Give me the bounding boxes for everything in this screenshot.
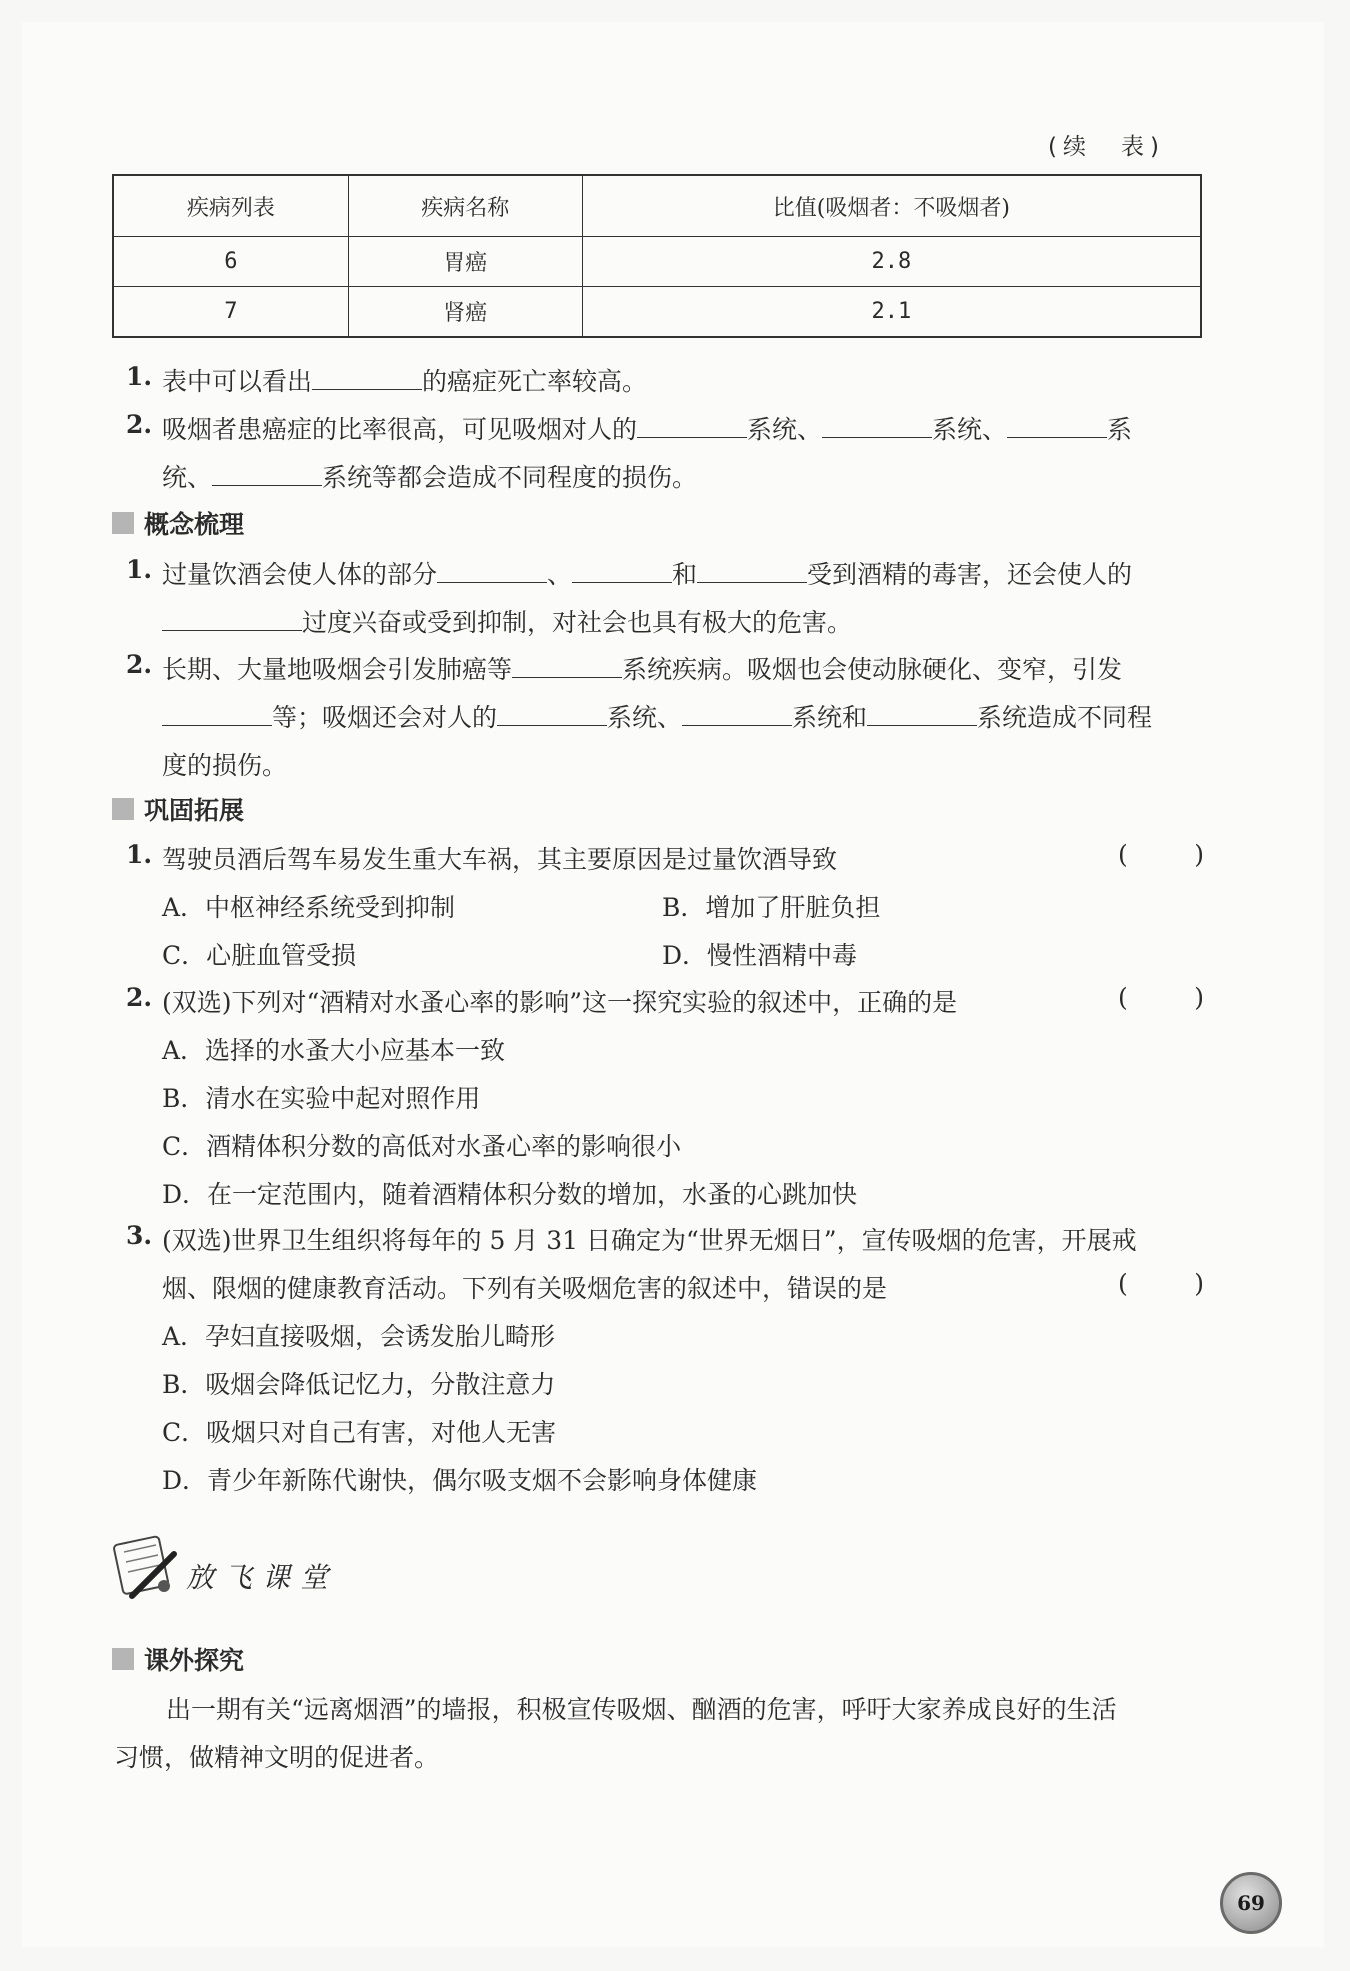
- table-row: [113, 287, 1201, 338]
- answer-blank[interactable]: [312, 369, 422, 390]
- question-number: 3.: [126, 1221, 153, 1250]
- question-text: 系统、: [932, 415, 1008, 444]
- answer-blank[interactable]: [512, 657, 622, 678]
- question-text: 过量饮酒会使人体的部分: [162, 560, 438, 589]
- question-number: 2.: [126, 983, 153, 1012]
- disease-table: [112, 174, 1202, 338]
- question-number: 1.: [126, 555, 153, 584]
- question-text: 系统、: [747, 415, 823, 444]
- answer-blank[interactable]: [637, 417, 747, 438]
- notebook-pencil-icon: [112, 1530, 182, 1600]
- question-text: 系统造成不同程: [977, 703, 1153, 732]
- question-text: 系统等都会造成不同程度的损伤。: [322, 463, 698, 492]
- question-text: 系统、: [607, 703, 683, 732]
- question-number: 2.: [126, 410, 153, 439]
- question-stem: 驾驶员酒后驾车易发生重大车祸，其主要原因是过量饮酒导致: [162, 845, 838, 874]
- table-header: 疾病列表: [113, 175, 348, 237]
- answer-bracket[interactable]: ( ): [1118, 1269, 1204, 1298]
- table-header: 比值(吸烟者：不吸烟者): [582, 175, 1201, 237]
- answer-blank[interactable]: [1007, 417, 1107, 438]
- question-text: 受到酒精的毒害，还会使人的: [807, 560, 1133, 589]
- answer-blank[interactable]: [162, 705, 272, 726]
- paragraph-line: 习惯，做精神文明的促进者。: [114, 1743, 440, 1772]
- question-text: 的癌症死亡率较高。: [422, 367, 648, 396]
- option-c[interactable]: C．心脏血管受损: [162, 941, 357, 970]
- page-number-badge: 69: [1220, 1872, 1282, 1934]
- banner-title: 放飞课堂: [186, 1561, 339, 1594]
- answer-blank[interactable]: [572, 562, 672, 583]
- option-c[interactable]: C．吸烟只对自己有害，对他人无害: [162, 1418, 557, 1447]
- question-stem: 烟、限烟的健康教育活动。下列有关吸烟危害的叙述中，错误的是: [162, 1274, 888, 1303]
- question-text: 度的损伤。: [162, 751, 288, 780]
- section-heading-concepts: 概念梳理: [112, 506, 244, 540]
- table-cell: 肾癌: [348, 287, 582, 338]
- option-c[interactable]: C．酒精体积分数的高低对水蚤心率的影响很小: [162, 1132, 682, 1161]
- question-text: 长期、大量地吸烟会引发肺癌等: [162, 655, 513, 684]
- question-text: 、: [547, 560, 573, 589]
- question-text: 系: [1107, 415, 1133, 444]
- question-text: 系统和: [792, 703, 868, 732]
- question-text: 和: [672, 560, 698, 589]
- table-row: [113, 237, 1201, 287]
- question-number: 1.: [126, 362, 153, 391]
- option-d[interactable]: D．慢性酒精中毒: [662, 941, 858, 970]
- option-b[interactable]: B．增加了肝脏负担: [662, 893, 881, 922]
- section-marker-icon: [112, 798, 134, 820]
- answer-blank[interactable]: [682, 705, 792, 726]
- section-marker-icon: [112, 1648, 134, 1670]
- answer-blank[interactable]: [697, 562, 807, 583]
- continued-label: (续 表): [1048, 134, 1165, 160]
- question-stem: (双选)下列对“酒精对水蚤心率的影响”这一探究实验的叙述中，正确的是: [162, 988, 958, 1017]
- table-cell: 7: [113, 287, 348, 338]
- question-text: 过度兴奋或受到抑制，对社会也具有极大的危害。: [302, 608, 853, 637]
- option-a[interactable]: A．中枢神经系统受到抑制: [162, 893, 456, 922]
- option-d[interactable]: D．青少年新陈代谢快，偶尔吸支烟不会影响身体健康: [162, 1466, 758, 1495]
- section-heading-extracurricular: 课外探究: [112, 1642, 244, 1676]
- question-text: 等；吸烟还会对人的: [272, 703, 498, 732]
- option-a[interactable]: A．选择的水蚤大小应基本一致: [162, 1036, 506, 1065]
- answer-blank[interactable]: [867, 705, 977, 726]
- section-marker-icon: [112, 512, 134, 534]
- table-cell: 2.8: [582, 237, 1201, 287]
- answer-blank[interactable]: [437, 562, 547, 583]
- option-b[interactable]: B．吸烟会降低记忆力，分散注意力: [162, 1370, 556, 1399]
- table-header: 疾病名称: [348, 175, 582, 237]
- answer-blank[interactable]: [212, 465, 322, 486]
- answer-blank[interactable]: [162, 610, 302, 631]
- answer-blank[interactable]: [497, 705, 607, 726]
- option-d[interactable]: D．在一定范围内，随着酒精体积分数的增加，水蚤的心跳加快: [162, 1180, 858, 1209]
- question-number: 1.: [126, 840, 153, 869]
- question-text: 系统疾病。吸烟也会使动脉硬化、变窄，引发: [622, 655, 1123, 684]
- question-stem: (双选)世界卫生组织将每年的 5 月 31 日确定为“世界无烟日”，宣传吸烟的危害，开展戒: [162, 1226, 1137, 1255]
- option-a[interactable]: A．孕妇直接吸烟，会诱发胎儿畸形: [162, 1322, 556, 1351]
- table-cell: 2.1: [582, 287, 1201, 338]
- question-text: 统、: [162, 463, 213, 492]
- question-text: 表中可以看出: [162, 367, 313, 396]
- question-text: 吸烟者患癌症的比率很高，可见吸烟对人的: [162, 415, 638, 444]
- option-b[interactable]: B．清水在实验中起对照作用: [162, 1084, 481, 1113]
- answer-blank[interactable]: [822, 417, 932, 438]
- section-heading-consolidation: 巩固拓展: [112, 792, 244, 826]
- table-cell: 6: [113, 237, 348, 287]
- question-number: 2.: [126, 650, 153, 679]
- table-cell: 胃癌: [348, 237, 582, 287]
- answer-bracket[interactable]: ( ): [1118, 840, 1204, 869]
- answer-bracket[interactable]: ( ): [1118, 983, 1204, 1012]
- paragraph-line: 出一期有关“远离烟酒”的墙报，积极宣传吸烟、酗酒的危害，呼吁大家养成良好的生活: [166, 1695, 1117, 1724]
